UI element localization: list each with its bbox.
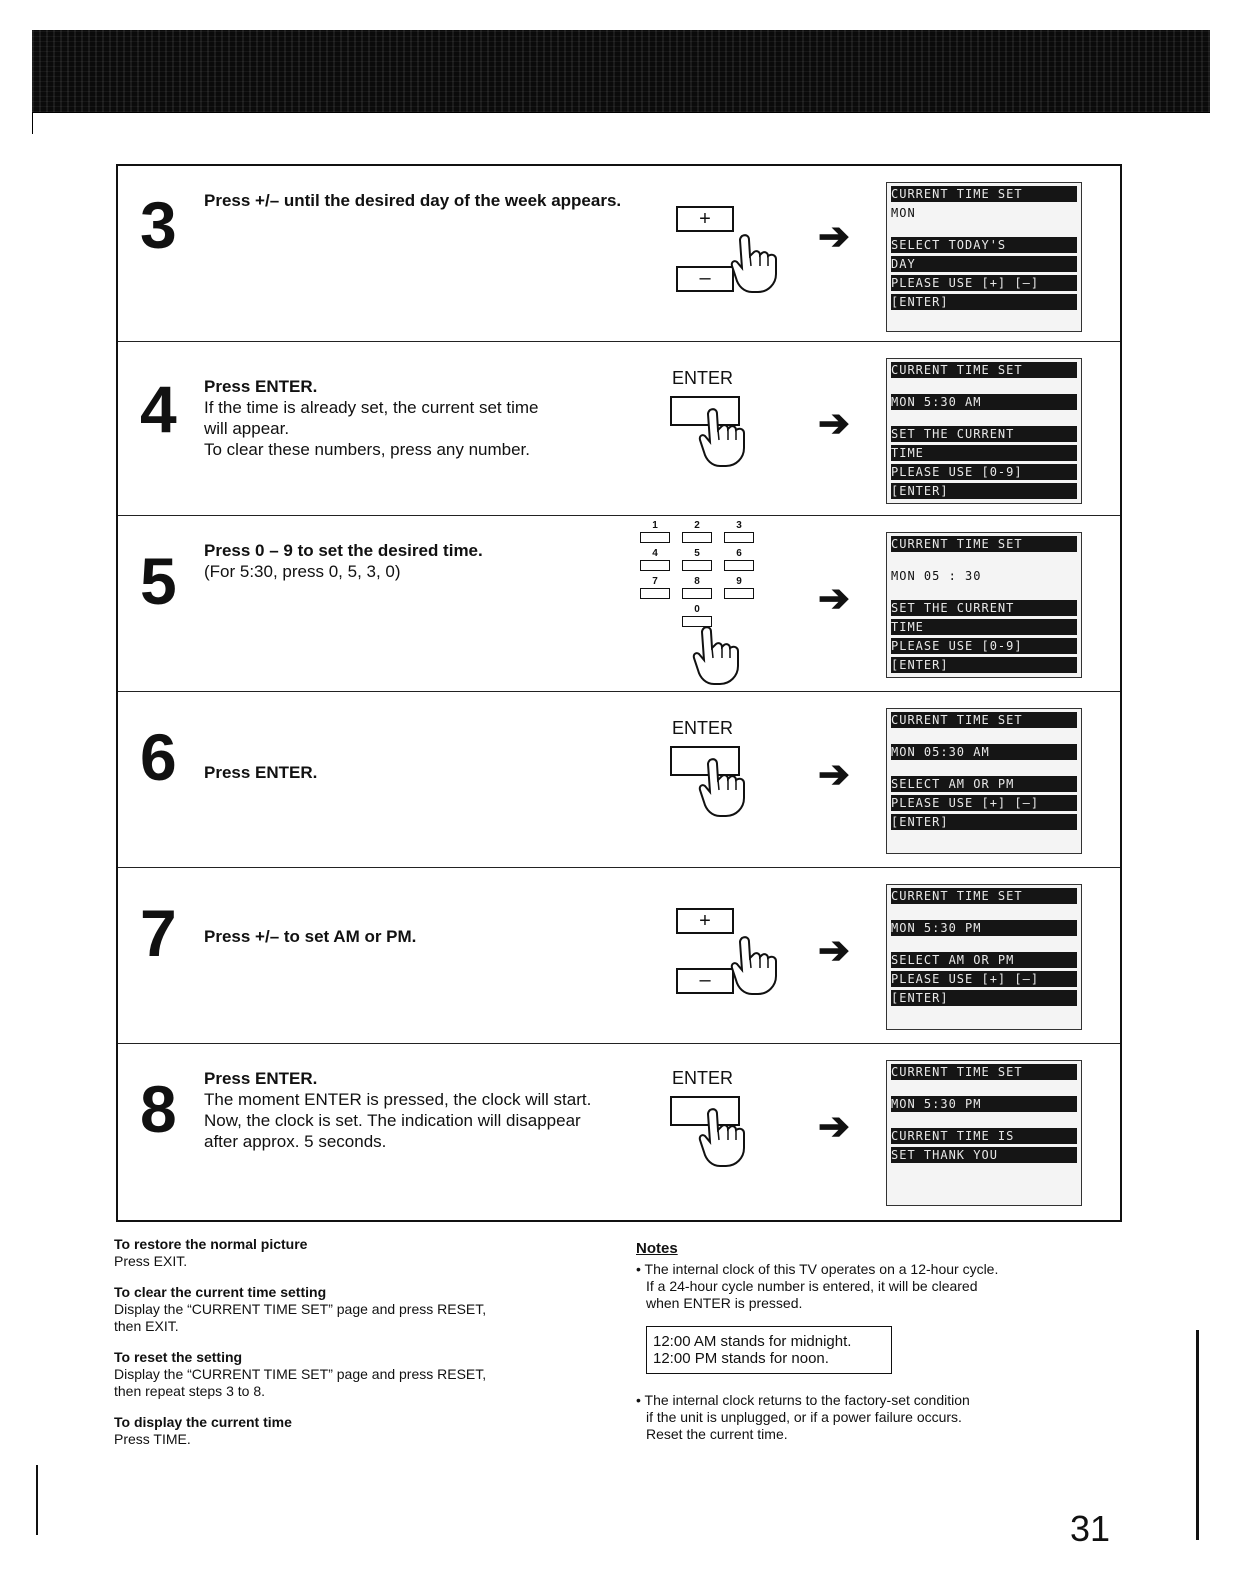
tips-section: [114, 1236, 564, 1462]
tip-line: Press EXIT.: [114, 1253, 188, 1269]
step-title: Press ENTER.: [204, 377, 318, 396]
keypad-key-8: [682, 576, 712, 599]
note-line: Reset the current time.: [646, 1426, 788, 1442]
screen-line: CURRENT TIME SET: [891, 186, 1077, 202]
keypad-key-label: 7: [652, 576, 658, 587]
tip-line: Press TIME.: [114, 1431, 191, 1447]
step-body-line: will appear.: [204, 419, 290, 438]
enter-label: ENTER: [672, 368, 734, 388]
right-arrow-icon: ➔: [818, 1106, 850, 1148]
keypad-key-label: 4: [652, 548, 658, 559]
note-line: when ENTER is pressed.: [646, 1295, 803, 1311]
step-row: [118, 692, 1120, 868]
step-title: Press +/– to set AM or PM.: [204, 927, 417, 946]
keypad-key-7: [640, 576, 670, 599]
screen-line: PLEASE USE [+] [–]: [891, 795, 1077, 811]
screen-line: [ENTER]: [891, 657, 1077, 673]
step-title: Press 0 – 9 to set the desired time.: [204, 541, 483, 560]
screen-line: SELECT TODAY'S: [891, 237, 1077, 253]
screen-line: SET THANK YOU: [891, 1147, 1077, 1163]
keypad-key-cap: [640, 588, 670, 599]
screen-line: [891, 413, 1077, 423]
screen-line: DAY: [891, 256, 1077, 272]
step-body-line: To clear these numbers, press any number.: [204, 440, 530, 459]
keypad-key-cap: [640, 532, 670, 543]
keypad-key-label: 6: [736, 548, 742, 559]
step-number: 7: [140, 896, 177, 970]
screen-line: MON 5:30 PM: [891, 920, 1077, 936]
screen-line: PLEASE USE [+] [–]: [891, 275, 1077, 291]
step-row: [118, 1044, 1120, 1220]
margin-mark-right: [1196, 1330, 1199, 1540]
enter-label: ENTER: [672, 718, 734, 738]
tip-line: then EXIT.: [114, 1318, 179, 1334]
step-number: 3: [140, 188, 177, 262]
screen-line: PLEASE USE [0-9]: [891, 638, 1077, 654]
keypad-key-2: [682, 520, 712, 543]
pointing-hand-icon: [692, 406, 754, 473]
screen-line: [891, 224, 1077, 234]
screen-line: [891, 1083, 1077, 1093]
step-title: Press +/– until the desired day of the week appears.: [204, 191, 622, 210]
screen-line: [ENTER]: [891, 814, 1077, 830]
keypad-key-cap: [682, 560, 712, 571]
step-number: 4: [140, 372, 177, 446]
keypad-key-cap: [682, 532, 712, 543]
keypad-key-label: 2: [694, 520, 700, 531]
tip-heading: To restore the normal picture: [114, 1236, 308, 1252]
keypad-key-cap: [724, 588, 754, 599]
screen-line: [ENTER]: [891, 294, 1077, 310]
steps-panel: [116, 164, 1122, 1222]
tv-screen-display: [886, 884, 1082, 1030]
step-instructions: [204, 376, 634, 460]
step-instructions: [204, 1068, 634, 1152]
step-body-line: after approx. 5 seconds.: [204, 1132, 387, 1151]
minus-button: –: [676, 968, 734, 994]
tv-screen-display: [886, 1060, 1082, 1206]
screen-line: CURRENT TIME SET: [891, 712, 1077, 728]
plus-minus-buttons-illustration: [674, 906, 814, 1006]
keypad-key-label: 3: [736, 520, 742, 531]
keypad-key-cap: [682, 588, 712, 599]
keypad-key-4: [640, 548, 670, 571]
tip-heading: To clear the current time setting: [114, 1284, 327, 1300]
tip-group: [114, 1236, 564, 1270]
enter-label: ENTER: [672, 1068, 734, 1088]
screen-line: [891, 381, 1077, 391]
tv-screen-display: [886, 532, 1082, 678]
keypad-key-3: [724, 520, 754, 543]
keypad-key-label: 8: [694, 576, 700, 587]
step-number: 8: [140, 1072, 177, 1146]
header-left-rule: [32, 112, 33, 134]
note-bullet-2: [636, 1392, 1066, 1443]
right-arrow-icon: ➔: [818, 754, 850, 796]
screen-line: CURRENT TIME SET: [891, 1064, 1077, 1080]
keypad-key-label: 0: [694, 604, 700, 615]
minus-button: –: [676, 266, 734, 292]
step-body-line: The moment ENTER is pressed, the clock will start.: [204, 1090, 592, 1109]
step-instructions: [204, 540, 634, 582]
notes-section: [636, 1240, 1066, 1443]
midnight-noon-box: [646, 1326, 892, 1374]
screen-line: [891, 587, 1077, 597]
header-banner: [32, 30, 1210, 112]
tip-group: [114, 1284, 564, 1335]
note-line: • The internal clock of this TV operates on a 12-hour cycle.: [636, 1261, 999, 1277]
box-line-noon: 12:00 PM stands for noon.: [653, 1350, 829, 1367]
tv-screen-display: [886, 182, 1082, 332]
screen-line: CURRENT TIME SET: [891, 362, 1077, 378]
tip-line: then repeat steps 3 to 8.: [114, 1383, 265, 1399]
plus-minus-buttons-illustration: [674, 204, 814, 304]
notes-title: Notes: [636, 1240, 678, 1257]
keypad-key-cap: [724, 560, 754, 571]
step-instructions: [204, 762, 634, 783]
screen-line: [891, 939, 1077, 949]
box-line-midnight: 12:00 AM stands for midnight.: [653, 1333, 852, 1350]
tip-group: [114, 1414, 564, 1448]
step-instructions: [204, 190, 634, 211]
keypad-key-5: [682, 548, 712, 571]
enter-button-illustration: [670, 1068, 800, 1208]
keypad-key-6: [724, 548, 754, 571]
step-body-line: Now, the clock is set. The indication will disappear: [204, 1111, 581, 1130]
screen-line: SET THE CURRENT: [891, 600, 1077, 616]
step-row: [118, 166, 1120, 342]
screen-line: SET THE CURRENT: [891, 426, 1077, 442]
keypad-key-1: [640, 520, 670, 543]
keypad-key-label: 5: [694, 548, 700, 559]
screen-line: MON 5:30 AM: [891, 394, 1077, 410]
number-keypad-illustration: [624, 520, 784, 688]
tv-screen-display: [886, 708, 1082, 854]
screen-line: [891, 731, 1077, 741]
step-number: 6: [140, 720, 177, 794]
screen-line: CURRENT TIME SET: [891, 888, 1077, 904]
screen-line: TIME: [891, 619, 1077, 635]
right-arrow-icon: ➔: [818, 216, 850, 258]
header-rule: [32, 112, 1210, 113]
tip-line: Display the “CURRENT TIME SET” page and press RESET,: [114, 1366, 487, 1382]
screen-line: [891, 1166, 1077, 1176]
step-row: [118, 516, 1120, 692]
screen-line: PLEASE USE [0-9]: [891, 464, 1077, 480]
screen-line: SELECT AM OR PM: [891, 952, 1077, 968]
note-line: if the unit is unplugged, or if a power failure occurs.: [646, 1409, 962, 1425]
screen-line: [ENTER]: [891, 990, 1077, 1006]
pointing-hand-icon: [686, 624, 748, 691]
note-line: If a 24-hour cycle number is entered, it will be cleared: [646, 1278, 978, 1294]
screen-line: MON 5:30 PM: [891, 1096, 1077, 1112]
tip-group: [114, 1349, 564, 1400]
note-bullet-1: [636, 1261, 1066, 1312]
screen-line: [891, 1115, 1077, 1125]
screen-line: TIME: [891, 445, 1077, 461]
margin-mark-left: [36, 1465, 38, 1535]
pointing-hand-icon: [692, 1106, 754, 1173]
enter-button-illustration: [670, 718, 800, 858]
keypad-key-cap: [724, 532, 754, 543]
pointing-hand-icon: [724, 934, 786, 1001]
keypad-key-9: [724, 576, 754, 599]
step-body-line: If the time is already set, the current set time: [204, 398, 539, 417]
plus-button: +: [676, 206, 734, 232]
pointing-hand-icon: [724, 232, 786, 299]
plus-button: +: [676, 908, 734, 934]
note-line: • The internal clock returns to the factory-set condition: [636, 1392, 970, 1408]
screen-line: [ENTER]: [891, 483, 1077, 499]
right-arrow-icon: ➔: [818, 578, 850, 620]
tv-screen-display: [886, 358, 1082, 504]
screen-line: CURRENT TIME IS: [891, 1128, 1077, 1144]
step-title: Press ENTER.: [204, 1069, 318, 1088]
keypad-key-label: 9: [736, 576, 742, 587]
screen-line: MON 05 : 30: [891, 568, 1077, 584]
screen-line: MON: [891, 205, 1077, 221]
pointing-hand-icon: [692, 756, 754, 823]
screen-line: MON 05:30 AM: [891, 744, 1077, 760]
tip-heading: To display the current time: [114, 1414, 292, 1430]
step-body-line: (For 5:30, press 0, 5, 3, 0): [204, 562, 401, 581]
screen-line: [891, 763, 1077, 773]
right-arrow-icon: ➔: [818, 403, 850, 445]
keypad-key-label: 1: [652, 520, 658, 531]
screen-line: CURRENT TIME SET: [891, 536, 1077, 552]
keypad-key-cap: [640, 560, 670, 571]
screen-line: [891, 555, 1077, 565]
screen-line: SELECT AM OR PM: [891, 776, 1077, 792]
step-title: Press ENTER.: [204, 763, 318, 782]
step-row: [118, 868, 1120, 1044]
tip-heading: To reset the setting: [114, 1349, 243, 1365]
step-number: 5: [140, 544, 177, 618]
enter-button-illustration: [670, 368, 800, 508]
tip-line: Display the “CURRENT TIME SET” page and press RESET,: [114, 1301, 487, 1317]
screen-line: [891, 907, 1077, 917]
step-instructions: [204, 926, 634, 947]
right-arrow-icon: ➔: [818, 930, 850, 972]
screen-line: PLEASE USE [+] [–]: [891, 971, 1077, 987]
step-row: [118, 342, 1120, 516]
page-number: 31: [1070, 1508, 1111, 1549]
